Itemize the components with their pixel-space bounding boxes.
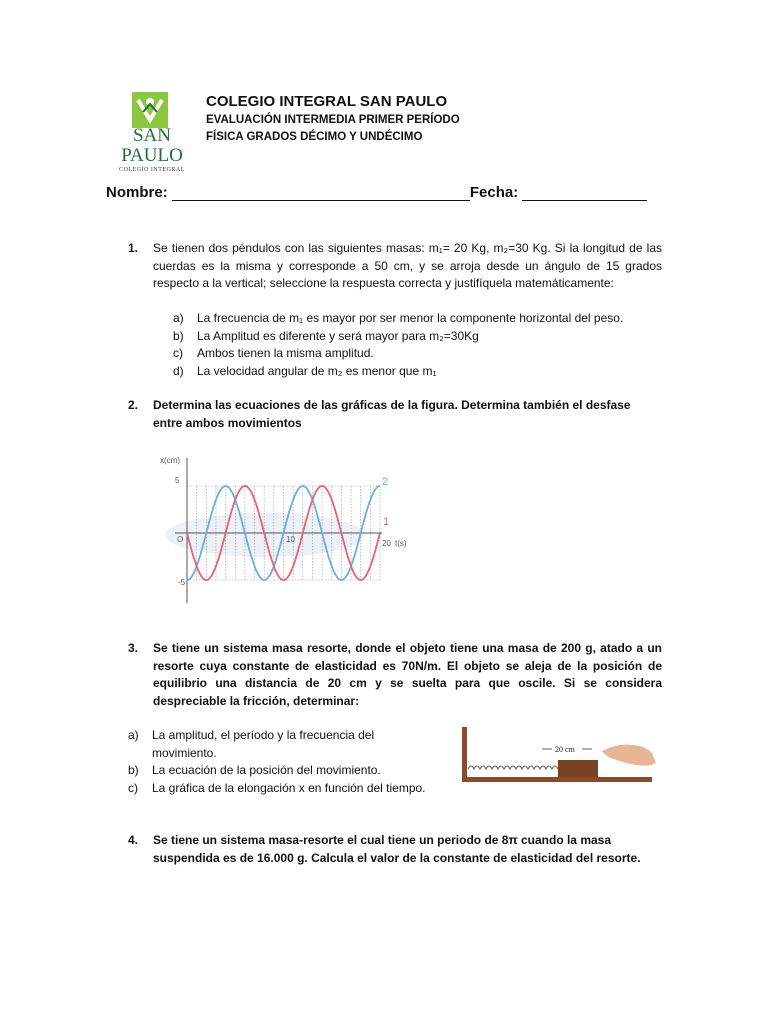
question-3 <box>128 640 662 710</box>
wall <box>462 727 467 782</box>
question-3-options <box>128 727 448 797</box>
option-text: La ecuación de la posición del movimiento. <box>152 763 381 777</box>
series-1-label: 1 <box>383 516 390 528</box>
question-number: 1. <box>128 241 139 255</box>
floor <box>462 777 652 782</box>
option-text: La Amplitud es diferente y será mayor para m₂=30Kg <box>197 328 479 343</box>
question-number: 2. <box>128 398 139 412</box>
oscillation-chart <box>160 453 407 608</box>
spring-mass-figure <box>462 727 658 785</box>
logo-subtitle: COLEGIO INTEGRAL <box>119 167 185 173</box>
spring-coil <box>468 766 558 769</box>
name-field[interactable] <box>172 186 470 201</box>
y-tick-top: 5 <box>175 476 180 485</box>
option-text: La amplitud, el período y la frecuencia del movimiento. <box>152 728 375 760</box>
question-1 <box>128 240 662 293</box>
name-date-row <box>106 184 666 201</box>
question-text: Se tiene un sistema masa resorte, donde el objeto tiene una masa de 200 g, atado a un resorte cuya constante de elasticidad es 70N/m. El objeto se aleja de la posición de equilibrio una distancia de 20 cm y se suelta para que oscile. Si se considera despreciable la fricción, determinar: <box>153 641 662 708</box>
distance-label: 20 cm <box>555 745 575 754</box>
course-title: FÍSICA GRADOS DÉCIMO Y UNDÉCIMO <box>206 131 423 143</box>
hand-icon <box>602 745 656 766</box>
question-4 <box>128 832 662 867</box>
option-text: Ambos tienen la misma amplitud. <box>197 346 374 360</box>
option-letter: c) <box>128 780 138 795</box>
option-text: La gráfica de la elongación x en función del tiempo. <box>152 780 426 795</box>
name-label: Nombre: <box>106 184 168 201</box>
logo-wordmark <box>106 126 198 174</box>
x-axis-label: t(s) <box>395 539 407 548</box>
school-title: COLEGIO INTEGRAL SAN PAULO <box>206 93 448 110</box>
logo-name: SAN PAULO <box>121 125 183 166</box>
question-text: Determina las ecuaciones de las gráficas de la figura. Determina también el desfase entre ambos movimientos <box>153 398 631 430</box>
question-1-options <box>173 310 623 380</box>
option-a[interactable] <box>128 727 448 762</box>
option-b[interactable] <box>173 328 623 346</box>
option-a[interactable] <box>173 310 623 328</box>
question-number: 4. <box>128 833 139 847</box>
question-2 <box>128 397 662 432</box>
date-field[interactable] <box>522 186 647 201</box>
x-tick-10: 10 <box>286 535 295 544</box>
option-letter: b) <box>128 763 139 777</box>
question-text: Se tiene un sistema masa-resorte el cual tiene un periodo de 8π cuando la masa suspendida es de 16.000 g. Calcula el valor de la constante de elasticidad del resorte. <box>153 833 641 865</box>
option-text: La velocidad angular de m₂ es menor que m₁ <box>197 363 437 378</box>
date-label: Fecha: <box>469 184 519 201</box>
y-tick-bottom: -5 <box>178 578 186 587</box>
option-letter: c) <box>173 346 183 360</box>
question-number: 3. <box>128 641 139 655</box>
mass-block <box>558 760 598 777</box>
option-letter: a) <box>173 311 184 325</box>
option-d[interactable] <box>173 363 623 381</box>
exam-title: EVALUACIÓN INTERMEDIA PRIMER PERÍODO <box>206 114 460 126</box>
option-letter: d) <box>173 363 184 378</box>
series-2-label: 2 <box>382 476 389 488</box>
x-tick-origin: O <box>177 535 184 544</box>
option-letter: b) <box>173 328 184 343</box>
x-tick-20: 20 <box>382 539 391 548</box>
option-b[interactable] <box>128 762 448 780</box>
option-c[interactable] <box>173 345 623 363</box>
question-text: Se tienen dos péndulos con las siguientes masas: m₁= 20 Kg, m₂=30 Kg. Si la longitud de las cuerdas es la misma y corresponde a 50 cm, y se arroja desde un ángulo de 15 grados respecto a la vertical; seleccione la respuesta correcta y justifíquela matemáticamente: <box>153 241 662 290</box>
option-c[interactable] <box>128 780 448 798</box>
option-text: La frecuencia de m₁ es mayor por ser menor la componente horizontal del peso. <box>197 311 624 325</box>
y-axis-label: x(cm) <box>160 456 180 465</box>
option-letter: a) <box>128 728 139 742</box>
